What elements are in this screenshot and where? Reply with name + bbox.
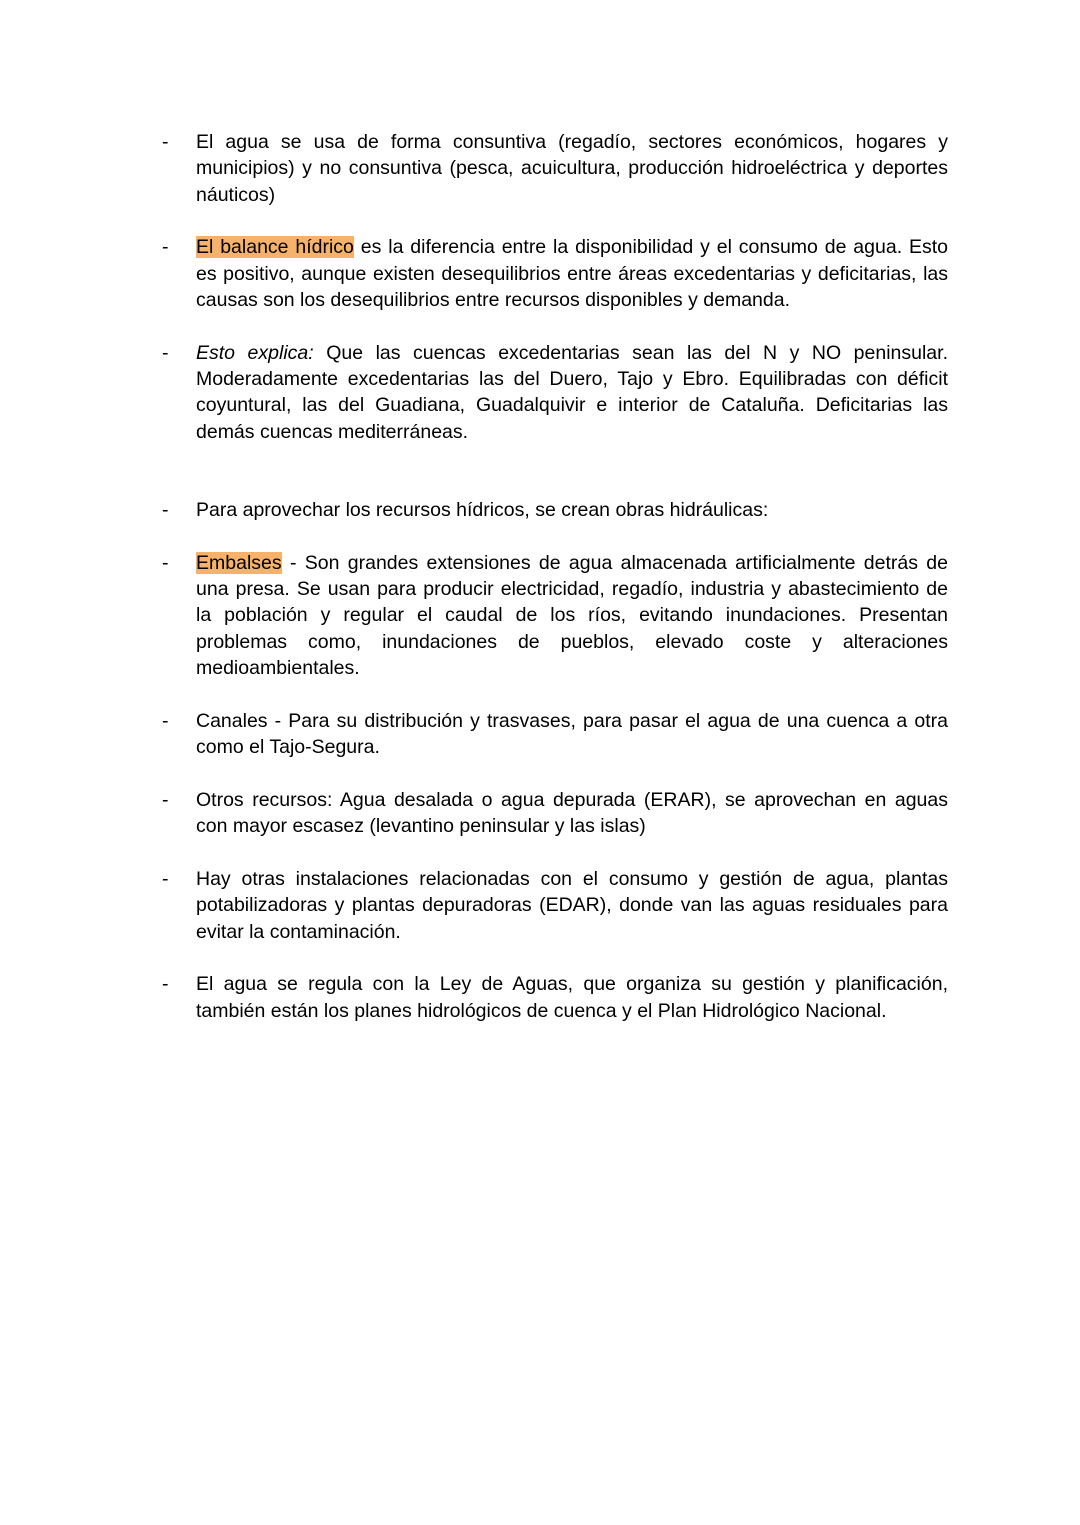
bullet-dash: -: [162, 551, 169, 574]
list-item-basins: [162, 340, 948, 445]
bullet-dash: -: [162, 131, 169, 153]
bullet-dash: -: [162, 788, 169, 811]
list-item-installations: [162, 866, 948, 945]
italic-lead: Esto explica:: [196, 341, 314, 364]
list-item-body: - Son grandes extensiones de agua almacenada artificialmente detrás de una presa. Se usan para producir electricidad, regadío, industria y abastecimiento de la población y regular el caudal de los ríos, evitando inundaciones. Presentan problemas como, inundaciones de pueblos, elevado coste y alteraciones medioambientales.: [196, 551, 948, 679]
list-item-body: Que las cuencas excedentarias sean las del N y NO peninsular. Moderadamente excedentarias las del Duero, Tajo y Ebro. Equilibradas con déficit coyuntural, las del Guadiana, Guadalquivir e interior de Cataluña. Deficitarias las demás cuencas mediterráneas.: [196, 341, 948, 443]
highlighted-term: Embalses: [196, 551, 282, 574]
list-item-text: [196, 340, 948, 445]
bullet-dash: -: [162, 867, 169, 890]
bullet-dash: -: [162, 709, 169, 732]
list-item-text: Canales - Para su distribución y trasvases, para pasar el agua de una cuenca a otra como el Tajo-Segura.: [196, 709, 948, 759]
list-item-water-law: [162, 971, 948, 1024]
list-item-text: El agua se regula con la Ley de Aguas, que organiza su gestión y planificación, también están los planes hidrológicos de cuenca y el Plan Hidrológico Nacional.: [196, 973, 948, 1022]
bullet-dash: -: [162, 236, 169, 259]
list-item-consumptive-use: [162, 129, 948, 208]
bullet-list: [162, 129, 948, 1050]
bullet-dash: -: [162, 973, 169, 996]
highlighted-term: El balance hídrico: [196, 236, 354, 259]
list-item-text: Hay otras instalaciones relacionadas con el consumo y gestión de agua, plantas potabilizadoras y plantas depuradoras (EDAR), donde van las aguas residuales para evitar la contaminación.: [196, 867, 948, 943]
list-item-canals: [162, 708, 948, 761]
list-item-text: El agua se usa de forma consuntiva (regadío, sectores económicos, hogares y municipios) y no consuntiva (pesca, acuicultura, producción hidroeléctrica y deportes náuticos): [196, 131, 948, 206]
list-item-text: [196, 550, 948, 681]
list-item-text: [196, 234, 948, 313]
list-item-reservoirs: [162, 550, 948, 681]
list-item-body: es la diferencia entre la disponibilidad y el consumo de agua. Esto es positivo, aunque existen desequilibrios entre áreas excedentarias y deficitarias, las causas son los desequilibrios entre recursos disponibles y demanda.: [196, 236, 948, 311]
list-item-text: Otros recursos: Agua desalada o agua depurada (ERAR), se aprovechan en aguas con mayor escasez (levantino peninsular y las islas): [196, 788, 948, 838]
list-item-water-balance: [162, 234, 948, 313]
list-item-other-resources: [162, 787, 948, 840]
bullet-dash: -: [162, 341, 169, 364]
list-item-hydraulic-works: [162, 497, 948, 523]
bullet-dash: -: [162, 498, 169, 521]
list-item-text: Para aprovechar los recursos hídricos, se crean obras hidráulicas:: [196, 498, 769, 521]
